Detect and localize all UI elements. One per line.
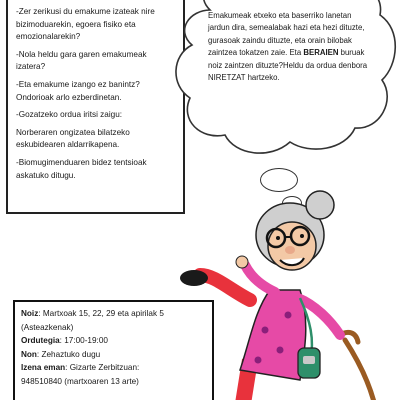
- question-line: -Gozatzeko ordua iritsi zaigu:: [16, 110, 123, 120]
- days-row: (Asteazkenak): [21, 322, 74, 332]
- register-value: : Gizarte Zerbitzuan:: [65, 363, 140, 373]
- cloud-bold-word: BERAIEN: [303, 48, 339, 58]
- where-row: [21, 348, 206, 362]
- time-row: [21, 334, 206, 348]
- question-line: -Nola heldu gara garen emakumeak izatera?: [16, 49, 147, 72]
- phone-row: 948510840 (martxoaren 13 arte): [21, 376, 139, 386]
- question-line: -Biomugimenduaren bidez tentsioak askatuko ditugu.: [16, 157, 147, 180]
- when-row: [21, 307, 206, 321]
- time-value: : 17:00-19:00: [59, 336, 108, 346]
- where-label: Non: [21, 349, 37, 359]
- register-row: [21, 361, 206, 375]
- event-info-box: [13, 300, 214, 400]
- when-label: Noiz: [21, 309, 39, 318]
- question-line: -Eta emakume izango ez banintz? Ondorioak arlo ezberdinetan.: [16, 79, 140, 102]
- cloud-text-part: Emakumeak etxeko eta baserriko lanetan jardun dira, semealabak hazi eta hezi dituzte, gurasoak zaindu dituzte, eta orain bilobak zaintzea tokatzen zaie. Eta: [208, 11, 365, 58]
- time-label: Ordutegia: [21, 336, 60, 346]
- cloud-text-part: buruak noiz zaintzen dituzte?Heldu da ordua denbora NIRETZAT hartzeko.: [208, 48, 368, 83]
- questions-box: [6, 0, 185, 214]
- cloud-text: [208, 10, 368, 84]
- question-line: Norberaren ongizatea bilatzeko eskubidearen aldarrikapena.: [16, 127, 130, 150]
- question-line: -Zer zerikusi du emakume izateak nire bizimoduarekin, egoera fisiko eta emozionalarekin?: [16, 7, 155, 42]
- register-label: Izena eman: [21, 363, 66, 373]
- where-value: : Zehaztuko dugu: [36, 349, 101, 359]
- when-value: : Martxoak 15, 22, 29 eta apirilak 5: [38, 309, 164, 318]
